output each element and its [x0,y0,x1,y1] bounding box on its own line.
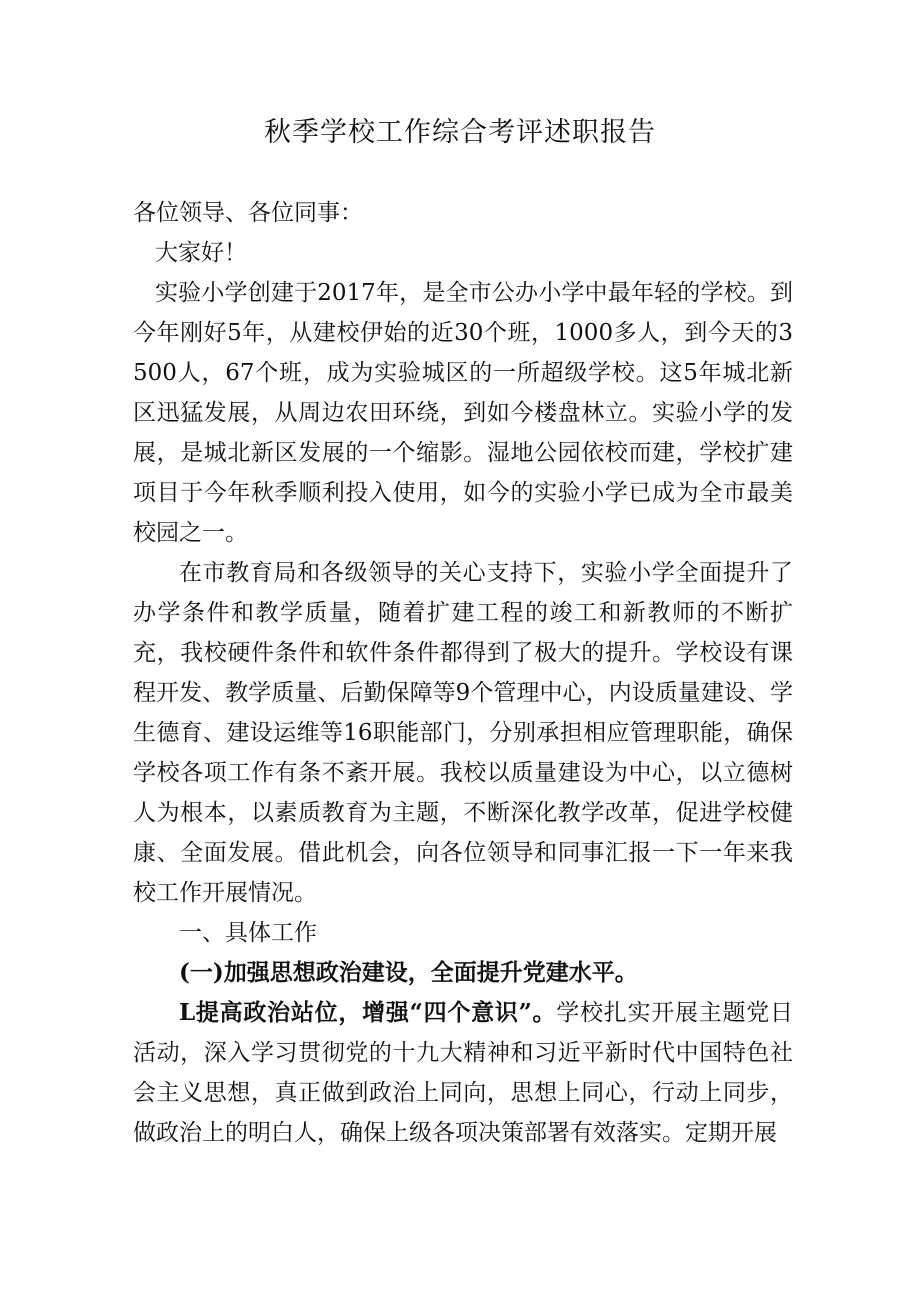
document-body [133,193,793,1153]
point-1-lead: L提高政治站位，增强“四个意识”。 [179,999,557,1026]
salutation: 各位领导、各位同事： [133,200,363,226]
subsection-heading: (一)加强思想政治建设，全面提升党建水平。 [179,959,638,986]
paragraph-intro: 实验小学创建于2017年，是全市公办小学中最年轻的学校。到今年刚好5年，从建校伊始的近30个班，1000多人，到今天的3500人，67个班，成为实验城区的一所超级学校。这5年城北新区迅猛发展，从周边农田环绕，到如今楼盘林立。实验小学的发展，是城北新区发展的一个缩影。湿地公园依校而建，学校扩建项目于今年秋季顺利投入使用，如今的实验小学已成为全市最美校园之一。 [133,280,793,546]
paragraph-overview: 在市教育局和各级领导的关心支持下，实验小学全面提升了办学条件和教学质量，随着扩建工程的竣工和新教师的不断扩充，我校硬件条件和软件条件都得到了极大的提升。学校设有课程开发、教学质量、后勤保障等9个管理中心，内设质量建设、学生德育、建设运维等16职能部门，分别承担相应管理职能，确保学校各项工作有条不紊开展。我校以质量建设为中心，以立德树人为根本，以素质教育为主题，不断深化教学改革，促进学校健康、全面发展。借此机会，向各位领导和同事汇报一下一年来我校工作开展情况。 [133,560,793,906]
document-title: 秋季学校工作综合考评述职报告 [264,117,656,148]
paragraph-point-1 [133,993,793,1153]
section-heading: 一、具体工作 [179,920,317,946]
greeting: 大家好！ [155,240,247,266]
point-1-text: 学校扎实开展主题党日活动，深入学习贯彻党的十九大精神和习近平新时代中国特色社会主义思想，真正做到政治上同向，思想上同心，行动上同步，做政治上的明白人，确保上级各项决策部署有效落实。定期开展 [133,1000,793,1146]
